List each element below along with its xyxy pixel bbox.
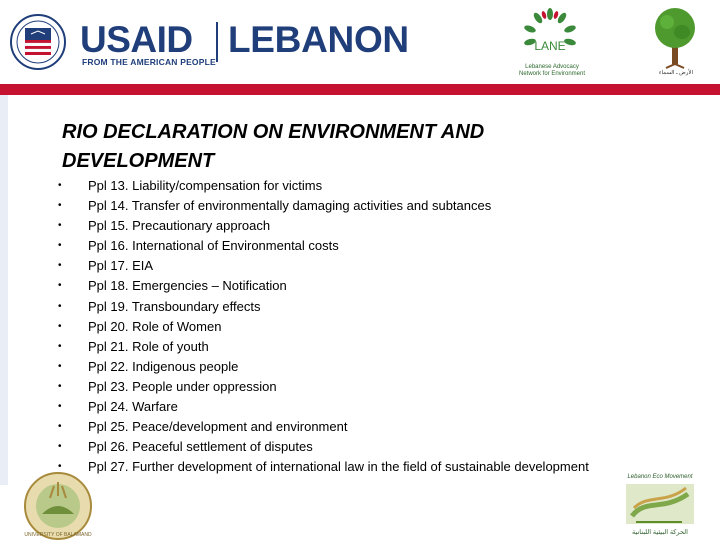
eco-movement-arabic-name: الحركة البيئية اللبنانية <box>632 529 688 536</box>
list-item <box>58 357 698 377</box>
tree-logo-caption: الأرض ـ السماء <box>658 70 694 76</box>
list-item <box>58 216 698 236</box>
list-item <box>58 437 698 457</box>
lane-logo-text: LANE <box>534 39 566 53</box>
list-item <box>58 377 698 397</box>
list-item <box>58 417 698 437</box>
list-item-text: Ppl 21. Role of youth <box>88 338 209 354</box>
list-item-text: Ppl 20. Role of Women <box>88 318 222 334</box>
bullet-marker: • <box>58 441 62 453</box>
country-wordmark: LEBANON <box>228 19 409 60</box>
slide-title <box>62 118 662 176</box>
bullet-marker: • <box>58 180 62 191</box>
list-item-text: Ppl 18. Emergencies – Notification <box>88 278 287 294</box>
list-item <box>58 176 698 196</box>
list-item-text: Ppl 22. Indigenous people <box>88 358 239 374</box>
slide-title-line1: RIO DECLARATION ON ENVIRONMENT AND <box>62 121 485 143</box>
tree-logo-icon <box>652 6 698 70</box>
list-item <box>58 317 698 337</box>
bullet-marker: • <box>58 300 62 312</box>
bullet-marker: • <box>58 220 62 232</box>
header-banner <box>0 0 720 84</box>
list-item-text: Ppl 23. People under oppression <box>88 378 277 394</box>
list-item-text: Ppl 13. Liability/compensation for victims <box>88 178 323 193</box>
bullet-marker: • <box>58 461 62 473</box>
usaid-tagline: FROM THE AMERICAN PEOPLE <box>82 57 216 67</box>
bullet-marker: • <box>58 360 62 372</box>
list-item-text: Ppl 26. Peaceful settlement of disputes <box>88 439 313 455</box>
university-logo-text: UNIVERSITY OF BALAMAND <box>24 532 92 538</box>
bullet-marker: • <box>58 340 62 352</box>
list-item <box>58 457 698 477</box>
header-red-bar <box>0 84 720 95</box>
usaid-wordmark: USAID <box>80 19 193 60</box>
eco-movement-title: Lebanon Eco Movement <box>627 474 693 480</box>
lane-caption <box>513 64 591 78</box>
list-item-text: Ppl 27. Further development of international law in the field of sustainable development <box>88 459 589 475</box>
bullet-marker: • <box>58 280 62 292</box>
usaid-divider <box>216 22 218 62</box>
list-item-text: Ppl 25. Peace/development and environment <box>88 419 348 435</box>
list-item <box>58 276 698 296</box>
bullet-marker: • <box>58 421 62 433</box>
principles-list <box>58 176 698 477</box>
list-item-text: Ppl 15. Precautionary approach <box>88 218 271 234</box>
lane-caption-line1: Lebanese Advocacy <box>525 64 579 70</box>
list-item-text: Ppl 16. International of Environmental costs <box>88 238 339 254</box>
list-item-text: Ppl 17. EIA <box>88 258 154 274</box>
list-item <box>58 196 698 216</box>
list-item <box>58 297 698 317</box>
usaid-seal-icon <box>10 14 66 70</box>
bullet-marker: • <box>58 260 62 272</box>
list-item <box>58 236 698 256</box>
list-item <box>58 256 698 276</box>
bullet-marker: • <box>58 200 62 212</box>
bullet-marker: • <box>58 401 62 413</box>
list-item-text: Ppl 24. Warfare <box>88 399 178 415</box>
list-item <box>58 397 698 417</box>
list-item-text: Ppl 14. Transfer of environmentally damaging activities and subtances <box>88 198 492 214</box>
bullet-marker: • <box>58 240 62 252</box>
slide-title-line2: DEVELOPMENT <box>62 150 215 172</box>
left-side-stripe <box>0 95 8 485</box>
lane-caption-line2: Network for Environment <box>518 71 586 77</box>
list-item-text: Ppl 19. Transboundary effects <box>88 298 261 314</box>
bullet-marker: • <box>58 380 62 392</box>
bullet-marker: • <box>58 320 62 332</box>
university-logo-icon <box>20 468 96 540</box>
list-item <box>58 337 698 357</box>
